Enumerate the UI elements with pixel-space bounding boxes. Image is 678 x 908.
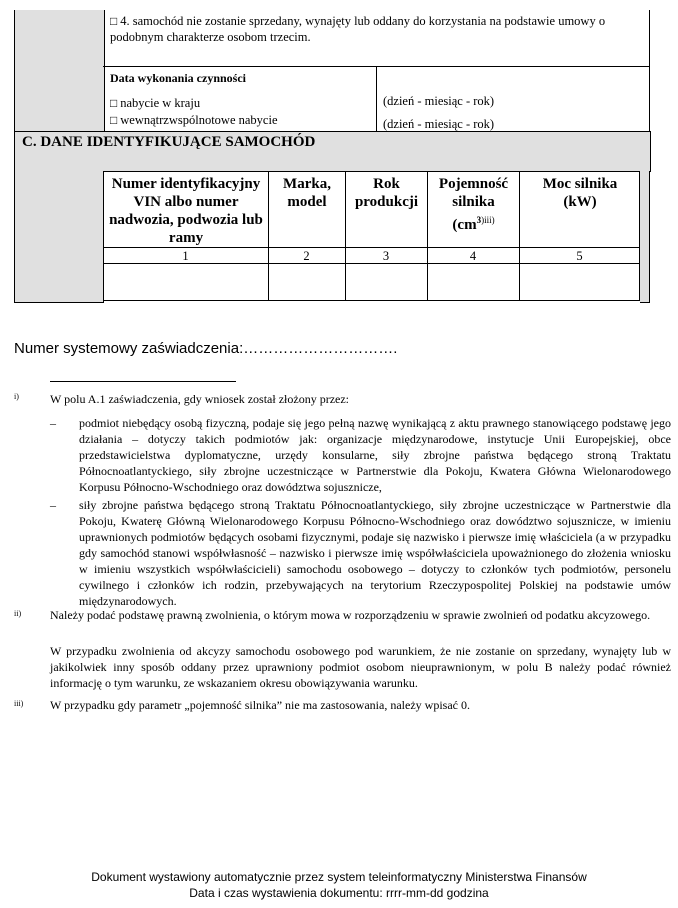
- option-intra-eu[interactable]: [110, 112, 278, 128]
- option-domestic-label: nabycie w kraju: [120, 96, 201, 110]
- col-header-make-model: Marka, model: [283, 176, 331, 210]
- footnote-separator: [50, 381, 236, 382]
- footnote-i-bullet-2: siły zbrojne państwa będącego stroną Traktatu Północnoatlantyckiego, siły zbrojne uczestniczące w Partnerstwie dla Pokoju, Kwaterę Główną Wielonarodowego Korpusu Północno-Wschodniego oraz dowództwo sojusznicze, w imieniu uprawnionych podmiotów będących osobami fizycznymi, podaje się nazwisko i pierwsze imię właściciela (a w przypadku gdy samochód stanowi współwłasność – nazwisko i pierwsze imię współwłaściciela upoważnionego do złożenia wniosku w imieniu wszystkich współwłaścicieli) samochodu osobowego – dotyczy to członków tych podmiotów, personelu cywilnego i członków ich rodzin, przebywających na terytorium Rzeczypospolitej Polskiej na podstawie umów międzynarodowych.: [79, 498, 671, 608]
- cell-year[interactable]: [346, 264, 426, 300]
- col-num-5: 5: [576, 249, 583, 263]
- footnote-ii-text-2: W przypadku zwolnienia od akcyzy samochodu osobowego pod warunkiem, że nie zostanie on sprzedany, wynajęty lub w jakikolwiek inny sposób oddany przez uprawniony podmiot osobom nieuprawnionym, w polu B należy podać również informację o tym warunku, ze wskazaniem okresu obowiązywania warunku.: [50, 644, 671, 690]
- item-4-text: samochód nie zostanie sprzedany, wynajęty lub oddany do korzystania na podstawie umowy o podobnym charakterze osobom trzecim.: [110, 14, 606, 44]
- date-box-divider: [376, 66, 377, 131]
- checkbox-icon[interactable]: [110, 14, 120, 28]
- col-header-engine-footnote: )iii): [481, 215, 495, 225]
- cell-vin[interactable]: [104, 264, 267, 300]
- section-c-title: C. DANE IDENTYFIKUJĄCE SAMOCHÓD: [22, 134, 316, 150]
- footnote-iii-text: W przypadku gdy parametr „pojemność silnika” nie ma zastosowania, należy wpisać 0.: [50, 698, 470, 712]
- col-num-4: 4: [469, 249, 477, 263]
- col-num-2: 2: [303, 249, 310, 263]
- checkbox-icon[interactable]: [110, 96, 120, 110]
- option-domestic[interactable]: [110, 95, 200, 111]
- cell-make-model[interactable]: [269, 264, 344, 300]
- section-c-header: [14, 131, 651, 172]
- footnote-i-dash-1: –: [50, 416, 56, 430]
- col-header-vin: Numer identyfikacyjny VIN albo numer nadwozia, podwozia lub ramy: [109, 176, 263, 246]
- system-number-label: Numer systemowy zaświadczenia:: [14, 340, 244, 357]
- footer-line-1: Dokument wystawiony automatycznie przez system teleinformatyczny Ministerstwa Finansów: [91, 870, 587, 884]
- cell-engine[interactable]: [428, 264, 518, 300]
- footer-line-2: Data i czas wystawienia dokumentu: rrrr-mm-dd godzina: [189, 886, 489, 900]
- footnote-i-dash-2: –: [50, 498, 56, 512]
- col-num-1: 1: [182, 249, 189, 263]
- date-format-1: (dzień - miesiąc - rok): [383, 94, 495, 108]
- col-header-power: Moc silnika (kW): [542, 176, 618, 210]
- section-c-left-margin: [14, 171, 104, 303]
- footnote-iii-marker: iii): [14, 699, 24, 708]
- system-number-dots: ………………………….: [243, 340, 398, 357]
- section-b-right-border: [649, 10, 650, 131]
- col-header-engine: [430, 175, 517, 234]
- checkbox-icon[interactable]: [110, 113, 120, 127]
- footnote-i-intro: W polu A.1 zaświadczenia, gdy wniosek został złożony przez:: [50, 392, 350, 406]
- date-format-2: (dzień - miesiąc - rok): [383, 117, 495, 131]
- cell-power[interactable]: [520, 264, 639, 300]
- item-4-number: 4.: [120, 14, 130, 28]
- option-intra-eu-label: wewnątrzwspólnotowe nabycie: [120, 113, 278, 127]
- footnote-ii-text-1: Należy podać podstawę prawną zwolnienia, o którym mowa w rozporządzeniu w sprawie zwolnień od podatku akcyzowego.: [50, 608, 651, 622]
- col-num-3: 3: [382, 249, 390, 263]
- col-header-engine-sup: 3: [476, 215, 482, 225]
- section-c-right-margin: [640, 171, 650, 303]
- col-header-engine-text: Pojemność silnika (cm: [438, 176, 509, 233]
- section-b-left-margin: [14, 10, 105, 131]
- col-header-year: Rok produkcji: [354, 176, 419, 210]
- system-number: [14, 340, 397, 357]
- date-header: Data wykonania czynności: [110, 71, 247, 85]
- item-4: [110, 13, 645, 45]
- footnote-i-bullet-1: podmiot niebędący osobą fizyczną, podaje się jego pełną nazwę wynikającą z aktu prawnego stanowiącego podstawę jego działania – dotyczy takich podmiotów jak: organizacje międzynarodowe, instytucje Unii Europejskiej, obce przedstawicielstwa dyplomatyczne, urzędy konsularne, siły zbrojne państwa będącego stroną Traktatu Północnoatlantyckiego, siły zbrojne uczestniczące w Partnerstwie dla Pokoju, Kwatera Główna Wielonarodowego Korpusu Północno-Wschodniego oraz dowództwa sojusznicze,: [79, 416, 671, 494]
- footnote-ii-marker: ii): [14, 609, 22, 618]
- footnote-i-marker: i): [14, 392, 19, 401]
